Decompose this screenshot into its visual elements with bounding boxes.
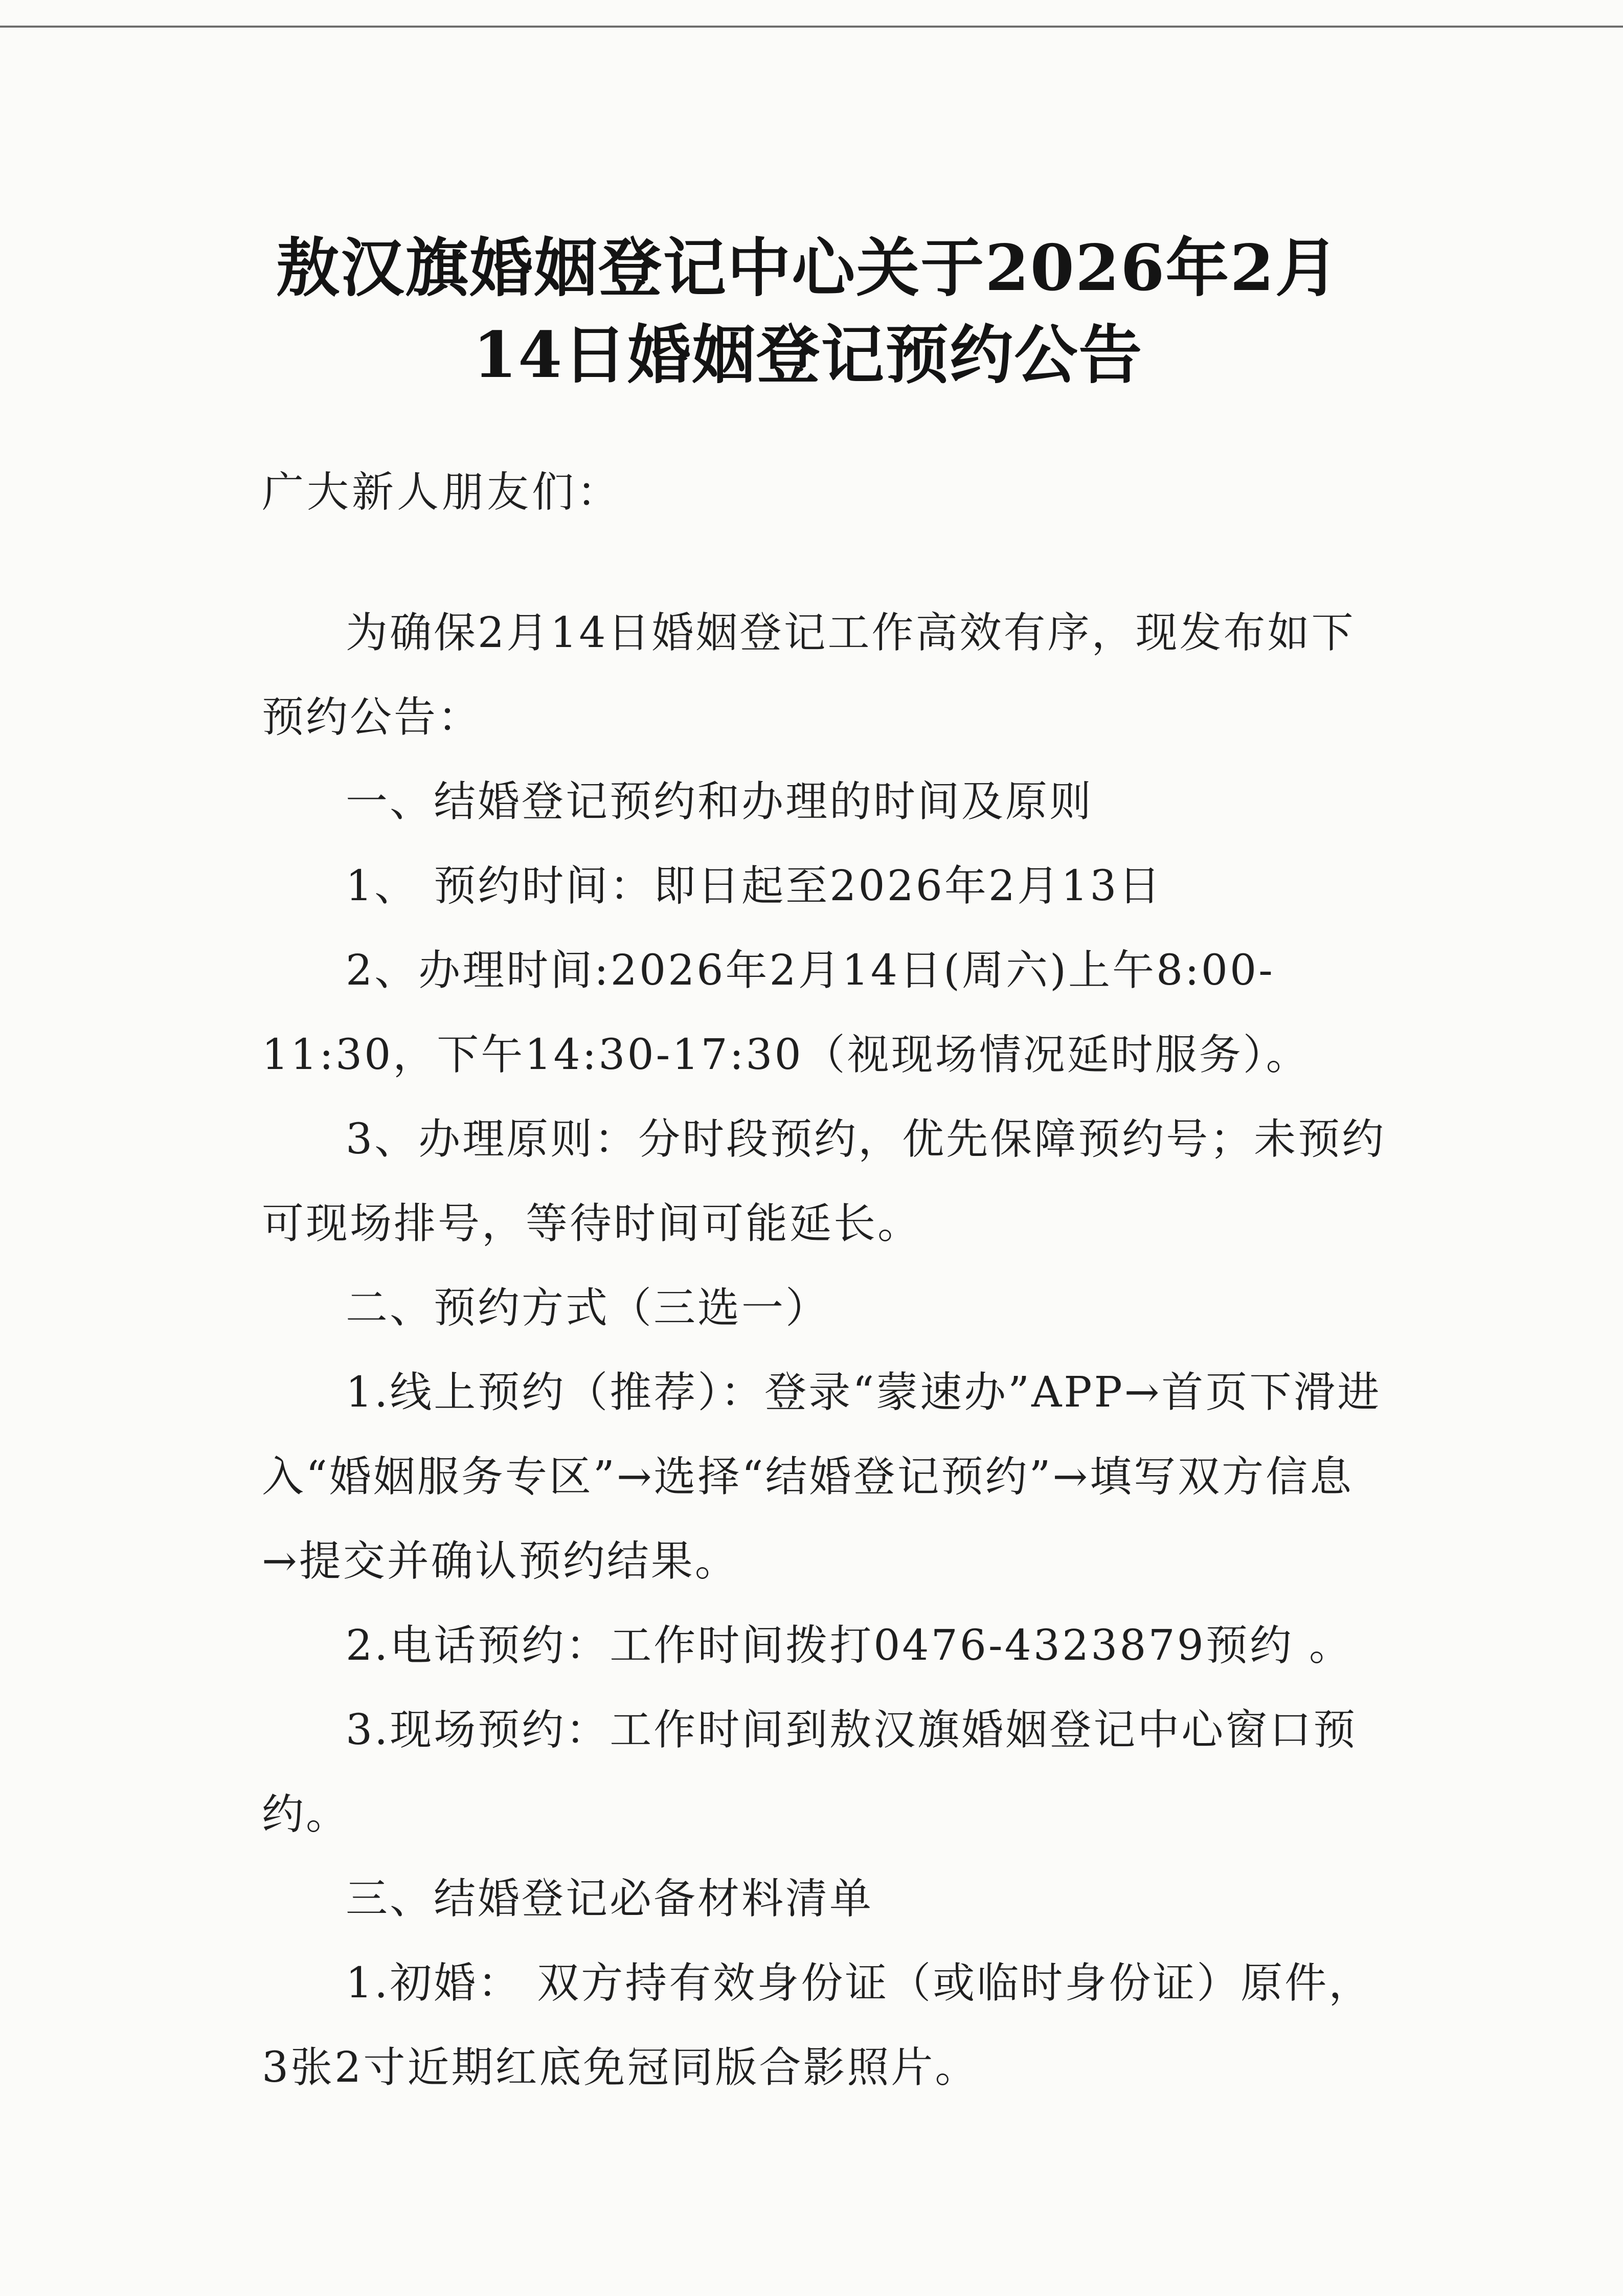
item-processing-time: 2、办理时间:2026年2月14日(周六)上午8:00-11:30，下午14:30-17:30（视现场情况延时服务）。	[262, 946, 1310, 1079]
document-title	[153, 225, 1462, 399]
top-border-line	[0, 26, 1623, 28]
item-phone-booking: 2.电话预约：工作时间拨打0476-4323879预约 。	[346, 1621, 1353, 1670]
title-line-2: 14日婚姻登记预约公告	[472, 318, 1143, 392]
document-body	[262, 450, 1387, 2110]
section-heading-2: 二、预约方式（三选一）	[346, 1284, 830, 1332]
title-line-1: 敖汉旗婚姻登记中心关于2026年2月	[276, 231, 1340, 305]
salutation: 广大新人朋友们：	[262, 468, 622, 517]
item-principle: 3、办理原则：分时段预约，优先保障预约号；未预约可现场排号，等待时间可能延长。	[262, 1115, 1386, 1248]
section-heading-1: 一、结婚登记预约和办理的时间及原则	[346, 777, 1094, 826]
item-online-booking: 1.线上预约（推荐）：登录“蒙速办”APP→首页下滑进入“婚姻服务专区”→选择“结婚登记预约”→填写双方信息→提交并确认预约结果。	[262, 1368, 1382, 1586]
item-first-marriage-materials: 1.初婚： 双方持有效身份证（或临时身份证）原件， 3张2寸近期红底免冠同版合影照片。	[262, 1959, 1373, 2092]
item-onsite-booking: 3.现场预约：工作时间到敖汉旗婚姻登记中心窗口预约。	[262, 1706, 1358, 1839]
item-appointment-time: 1、 预约时间：即日起至2026年2月13日	[346, 862, 1163, 910]
section-heading-3: 三、结婚登记必备材料清单	[346, 1875, 874, 1923]
intro-paragraph: 为确保2月14日婚姻登记工作高效有序，现发布如下预约公告：	[262, 609, 1356, 742]
